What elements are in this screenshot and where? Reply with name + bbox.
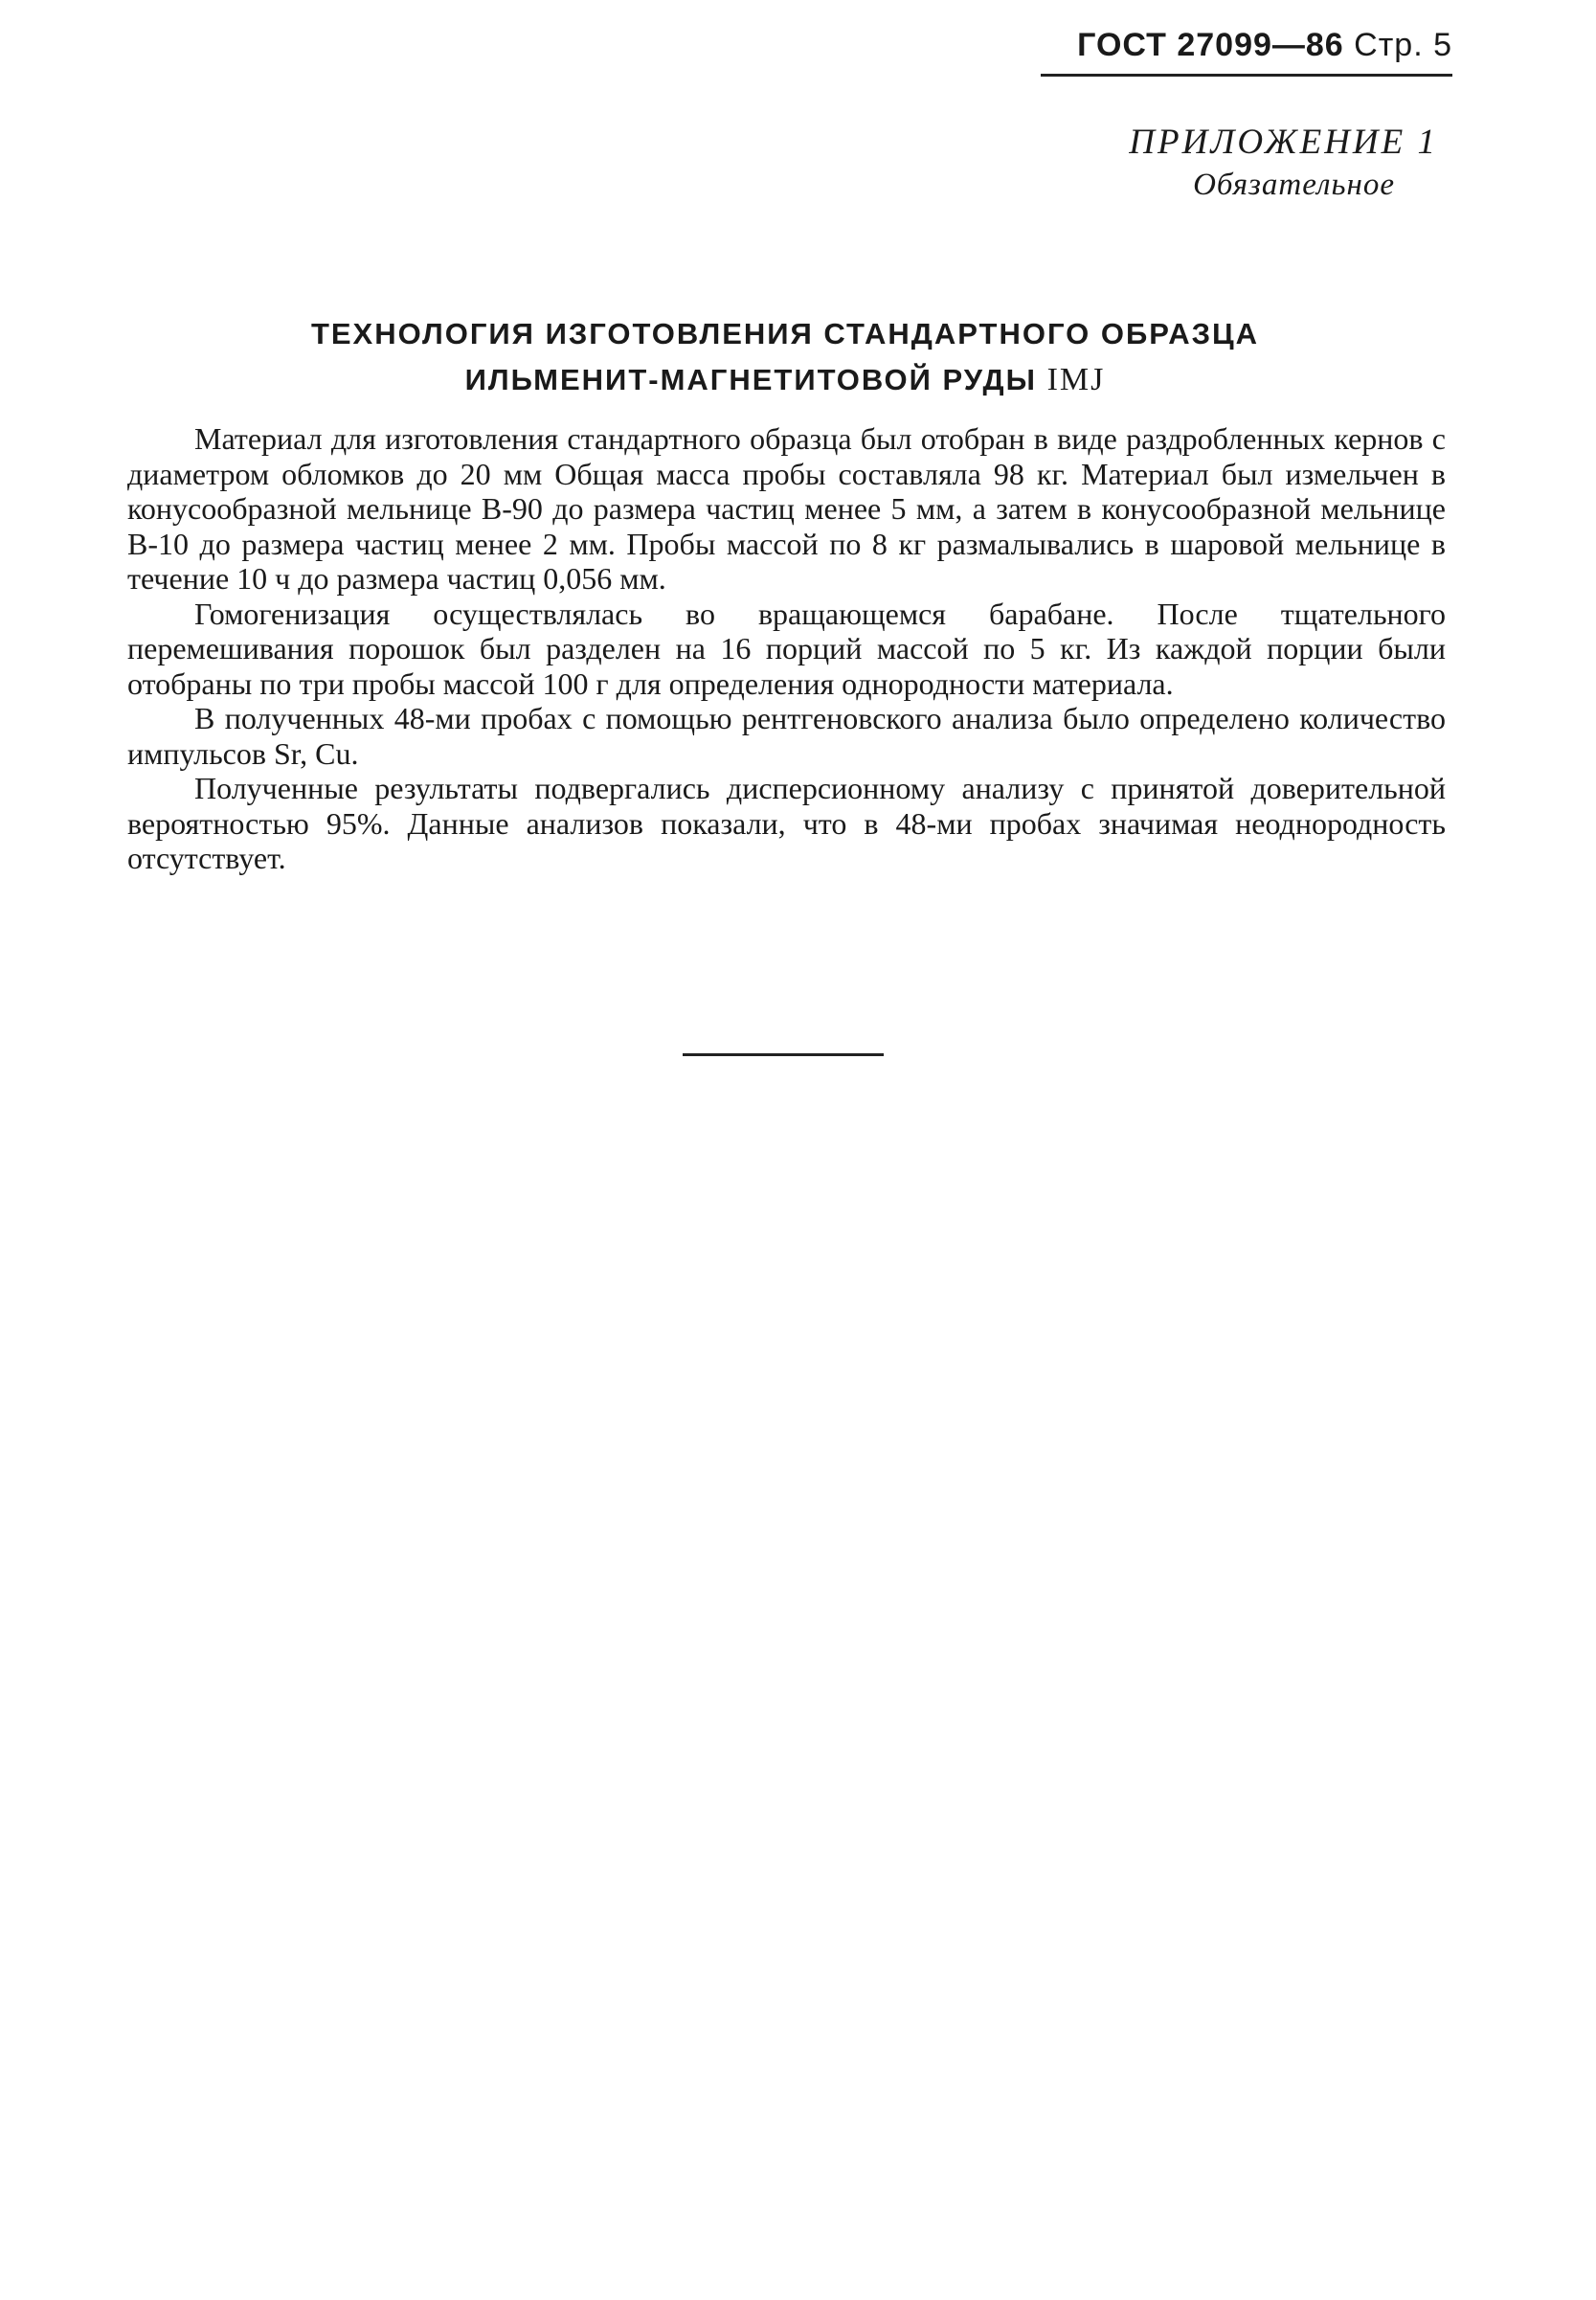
paragraph-analysis: В полученных 48-ми пробах с помощью рентгеновского анализа было определено количество импульсов Sr, Cu. <box>127 701 1446 771</box>
paragraph-results: Полученные результаты подвергались дисперсионному анализу с принятой доверительной вероятностью 95%. Данные анализов показали, что в 48-ми пробах значимая неоднородность отсутствует. <box>127 771 1446 875</box>
end-divider <box>683 1053 884 1056</box>
body-text <box>127 421 1446 876</box>
page-number: Стр. 5 <box>1354 27 1452 63</box>
title-line-1: ТЕХНОЛОГИЯ ИЗГОТОВЛЕНИЯ СТАНДАРТНОГО ОБРАЗЦА <box>310 317 1260 350</box>
appendix-label <box>1129 120 1438 204</box>
appendix-title: ПРИЛОЖЕНИЕ 1 <box>1129 123 1438 162</box>
paragraph-homogenization: Гомогенизация осуществлялась во вращающемся барабане. После тщательного перемешивания порошок был разделен на 16 порций массой по 5 кг. Из каждой порции были отобраны по три пробы массой 100 г для определения однородности материала. <box>127 596 1446 701</box>
page-header <box>1041 27 1452 77</box>
title-line-2: ИЛЬМЕНИТ-МАГНЕТИТОВОЙ РУДЫ <box>464 363 1037 396</box>
paragraph-material: Материал для изготовления стандартного образца был отобран в виде раздробленных кернов с диаметром обломков до 20 мм Общая масса пробы составляла 98 кг. Материал был измельчен в конусообразной мельнице В-90 до размера частиц менее 5 мм, а затем в конусообразной мельнице В-10 до размера частиц менее 2 мм. Пробы массой по 8 кг размалывались в шаровой мельнице в течение 10 ч до размера частиц 0,056 мм. <box>127 421 1446 596</box>
sample-code: IMJ <box>1046 362 1106 397</box>
document-title <box>115 311 1455 403</box>
appendix-status: Обязательное <box>1193 168 1395 202</box>
standard-number: ГОСТ 27099—86 <box>1077 27 1344 63</box>
